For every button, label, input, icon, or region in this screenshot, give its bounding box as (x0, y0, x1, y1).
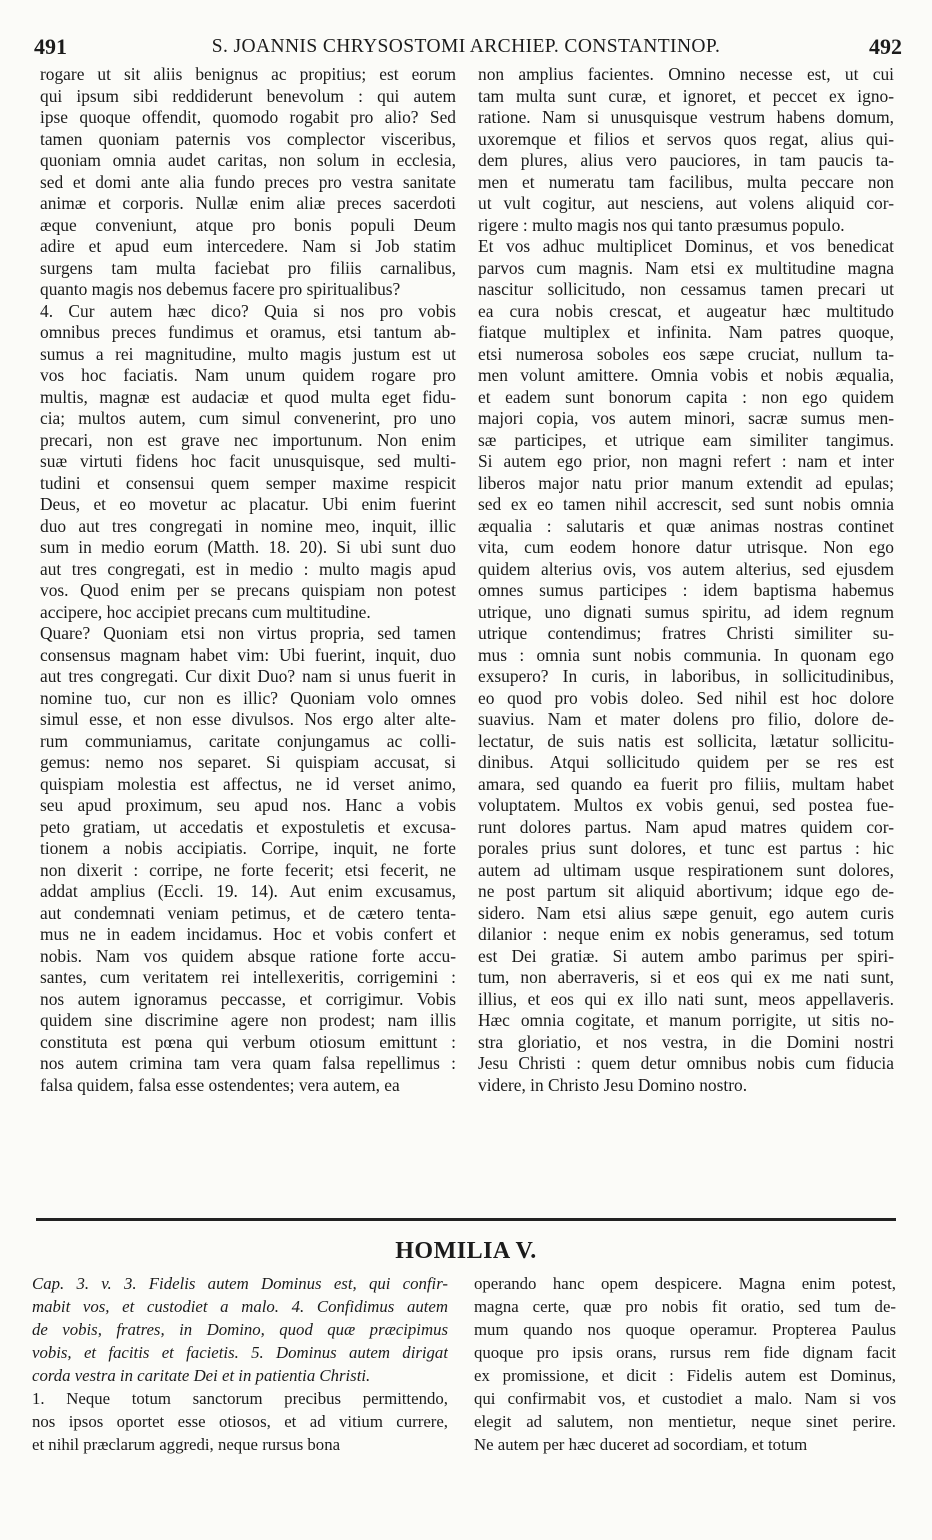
text-line: qui ipsum sibi reddiderunt benevolum : qui autem (40, 85, 456, 106)
text-line: sumus a rei magnitudine, multo magis justum est ut (40, 343, 456, 364)
section-divider (36, 1218, 896, 1221)
text-line: dilanior : neque enim ex nobis generamus, sed totum (478, 924, 894, 944)
text-line: omnibus preces fundimus et oramus, etsi tantum ab- (40, 322, 456, 342)
text-column-left (40, 64, 456, 1096)
text-line: adire et apud eum intercedere. Nam si Job statim (40, 236, 456, 256)
text-line: nos autem crimina tam vera quam falsa repellimus : (40, 1053, 456, 1073)
text-line: peto gratiam, ut accedatis et expostuletis et excusa- (40, 816, 456, 837)
text-line: Deus, et eo movetur ac placatur. Ubi enim fuerint (40, 494, 456, 514)
text-line: et eadem sunt bonorum capita : non ego quidem (478, 386, 894, 407)
homily-column-right (474, 1272, 896, 1456)
text-line: seu apud proximum, seu apud nos. Hanc a vobis (40, 795, 456, 815)
text-line: porales prius sunt dolores, et tunc est partus : hic (478, 838, 894, 858)
text-line: operando hanc opem despicere. Magna enim potest, (474, 1274, 896, 1293)
text-line: ex promissione, et dicit : Fidelis autem est Dominus, (474, 1366, 896, 1385)
text-line: quidem alterius ovis, vos autem alterius, sed ejusdem (478, 558, 894, 579)
text-line: tionem a nobis accipiatis. Corripe, inquit, ne forte (40, 838, 456, 858)
text-line: vita, cum eodem honore datur utrisque. Non ego (478, 537, 894, 557)
text-line: multis, magnæ est audaciæ et quod multa eget fidu- (40, 386, 456, 407)
text-line: utrique, uno dignati sumus spiritu, ad idem regnum (478, 601, 894, 622)
text-line: fiatque multiplex et infinita. Nam patres quoque, (478, 322, 894, 342)
text-line: sum in medio eorum (Matth. 18. 20). Si ubi sunt duo (40, 537, 456, 557)
text-line: lectatur, de suis natis est sollicita, lætatur sollicitu- (478, 730, 894, 751)
text-line: vos hoc faciatis. Nam unum quidem rogare pro (40, 365, 456, 385)
text-line: eo quod pro vobis doleo. Sed nihil est hoc dolore (478, 687, 894, 708)
text-line: videre, in Christo Jesu Domino nostro. (478, 1074, 748, 1095)
text-line: uxoremque et filios et servos quos regat, alius qui- (478, 128, 894, 149)
text-line: men et numeratu tam facilibus, multa peccare non (478, 171, 894, 192)
text-line: non amplius facientes. Omnino necesse est, ut cui (478, 64, 894, 84)
text-line: omnes sumus participes : idem baptisma habemus (478, 580, 894, 600)
text-line: sed et domi ante alia fundo preces pro vestra sanitate (40, 171, 456, 192)
text-line: Et vos adhuc multiplicet Dominus, et vos benedicat (478, 236, 894, 256)
text-line: amara, sed quando ea fuerit pro filiis, multam habet (478, 773, 894, 794)
text-line: constituta est pœna qui verbum otiosum emittunt : (40, 1031, 456, 1052)
text-line: exsupero? In curis, in laboribus, in sollicitudinibus, (478, 666, 894, 686)
text-line: surgens tam multa faciebat pro filiis carnalibus, (40, 257, 456, 278)
text-line: illius, et eos qui ex illo nati sunt, meos appellaveris. (478, 988, 894, 1009)
text-line: 4. Cur autem hæc dico? Quia si nos pro vobis (40, 300, 456, 321)
text-line: quanto magis nos debemus facere pro spiritualibus? (40, 279, 401, 299)
text-line: duo aut tres congregati in nomine meo, inquit, illic (40, 515, 456, 536)
text-line: est Dei gratiæ. Si autem ambo parimus per spiri- (478, 945, 894, 966)
text-line: et nihil præclarum aggredi, neque rursus bona (32, 1435, 341, 1454)
text-line: mus ne in eadem incidamus. Hoc et vobis confert et (40, 924, 456, 944)
homily-title: HOMILIA V. (395, 1238, 537, 1264)
text-line: majori copia, vos autem minori, sacræ sumus men- (478, 408, 894, 428)
text-line: æque conveniunt, atque pro bonis populi Deum (40, 214, 456, 235)
text-line: elegit ad salutem, non mentietur, neque sinet perire. (474, 1412, 896, 1431)
text-line: accipere, hoc accipiet precans cum multitudine. (40, 601, 371, 622)
text-line: Jesu Christi : quem detur omnibus nobis cum fiducia (478, 1053, 894, 1073)
text-line: gemus: nemo nos separet. Si quispiam accusat, si (40, 752, 456, 772)
text-column-right (478, 64, 894, 1096)
text-line: utrique contendimus; fratres Christi similiter su- (478, 623, 894, 643)
text-line: de vobis, fratres, in Domino, quod quæ præcipimus (32, 1320, 448, 1339)
text-line: parvos cum magnis. Nam etsi ex multitudine magna (478, 257, 894, 278)
text-line: suæ virtuti fidens hoc facit unusquisque, sed multi- (40, 451, 456, 471)
text-line: runt dolores partus. Nam apud matres quidem cor- (478, 816, 894, 837)
text-line: etsi numerosa soboles eos sæpe cruciat, nullum ta- (478, 343, 894, 364)
text-line: voluptatem. Multos ex vobis genui, sed postea fue- (478, 795, 894, 815)
text-line: Quare? Quoniam etsi non virtus propria, sed tamen (40, 623, 456, 643)
text-line: ut vult cogitur, aut nesciens, aut volens aliquid cor- (478, 193, 894, 213)
text-line: ea cura nobis crescat, et augeatur hæc multitudo (478, 300, 894, 321)
page-number-left: 491 (34, 34, 67, 59)
text-line: nascitur sollicitudo, non cessamus tamen precari ut (478, 279, 894, 299)
text-line: suavius. Nam et mater dolens pro filio, dolore de- (478, 709, 894, 729)
text-line: corda vestra in caritate Dei et in patientia Christi. (32, 1366, 371, 1385)
text-line: vos. Quod enim per se precans quispiam non potest (40, 580, 456, 600)
text-line: Ne autem per hæc duceret ad socordiam, et totum (474, 1435, 808, 1454)
text-line: mum quando nos quoque operamur. Propterea Paulus (474, 1320, 896, 1339)
text-line: quoniam omnia audet caritas, non solum in ecclesia, (40, 150, 456, 170)
text-line: quispiam molestia est affectus, ne id verset animo, (40, 773, 456, 794)
text-line: non dixerit : corripe, ne forte fecerit; etsi fecerit, ne (40, 859, 456, 880)
text-line: ipse quoque offendit, quomodo rogabit pro alio? Sed (40, 107, 456, 127)
text-line: tam multa sunt curæ, et ignoret, et peccet ex igno- (478, 85, 894, 106)
text-line: mus : omnia sunt nobis communia. In quonam ego (478, 644, 894, 665)
text-line: men volunt amittere. Omnia vobis et nobis æqualia, (478, 365, 894, 385)
text-line: rogare ut sit aliis benignus ac propitius; est eorum (40, 64, 456, 84)
text-line: tamen quoniam paternis vos complector visceribus, (40, 128, 456, 149)
text-line: æqualia : salutaris et quæ animas nostras continet (478, 515, 894, 536)
text-line: liberos major natu prior manum extendit ad epulas; (478, 472, 894, 493)
text-line: quidem sine discrimine agere non prodest; nam illis (40, 1010, 456, 1030)
text-line: addat amplius (Eccli. 19. 14). Aut enim excusamus, (40, 881, 456, 901)
text-line: falsa quidem, falsa esse ostendentes; vera autem, ea (40, 1074, 400, 1095)
text-line: Hæc omnia cogitate, et manum porrigite, ut sitis no- (478, 1010, 894, 1030)
text-line: consensus magnam habet vim: Ubi fuerint, inquit, duo (40, 644, 456, 665)
text-line: vobis, et facitis et facietis. 5. Dominus autem dirigat (32, 1343, 448, 1362)
text-line: nos autem ignoramus peccasse, et corrigimur. Vobis (40, 988, 456, 1009)
text-line: dem plures, alius vero pauciores, in tam paucis ta- (478, 150, 894, 170)
text-line: qui confirmabit vos, et custodiet a malo. Nam si vos (474, 1389, 896, 1408)
text-line: dinibus. Atqui sollicitudo quidem per se res est (478, 752, 894, 772)
page-number-right: 492 (869, 34, 902, 59)
text-line: rigere : multo magis nos qui tanto præsumus populo. (478, 214, 845, 235)
text-line: rum communiamus, caritate conjungamus ac colli- (40, 730, 456, 751)
text-line: animæ et corporis. Nullæ enim aliæ preces sacerdoti (40, 193, 456, 213)
text-line: sæ participes, et utrique eam similiter tangimus. (478, 429, 894, 450)
text-line: aut tres congregati. Cur dixit Duo? nam si unus fuerit in (40, 666, 456, 686)
text-line: magna certe, quæ pro nobis fit oratio, sed tum de- (474, 1297, 896, 1316)
text-line: nos ipsos oportet esse otiosos, et ad vitium currere, (32, 1412, 448, 1431)
text-line: mabit vos, et custodiet a malo. 4. Confidimus autem (32, 1297, 448, 1316)
text-line: ratione. Nam si unusquisque vestrum habens domum, (478, 107, 894, 127)
text-line: nobis. Nam vos quidem absque ratione forte accu- (40, 945, 456, 966)
text-line: tum, non aberraveris, si et eos qui ex me nati sunt, (478, 967, 894, 987)
text-line: quoque pro ipsis orans, rursus rem fide dignam facit (474, 1343, 896, 1362)
text-line: simul esse, et non esse divulsos. Nos ergo alter alte- (40, 709, 456, 729)
text-line: cia; multos autem, cum simul convenerint, pro uno (40, 408, 456, 428)
text-line: aut condemnati veniam petimus, et de cætero tenta- (40, 902, 456, 923)
text-line: sidero. Nam etsi alius sæpe genuit, ego autem curis (478, 902, 894, 923)
homily-column-left (32, 1272, 448, 1456)
text-line: stra gloriatio, et nos vestra, in die Domini nostri (478, 1031, 894, 1052)
text-line: sed ex eo tamen nihil accrescit, sed sunt nobis omnia (478, 494, 894, 514)
running-title: S. JOANNIS CHRYSOSTOMI ARCHIEP. CONSTANTINOP. (211, 36, 721, 57)
text-line: tudini et consensui quem semper maxime respicit (40, 472, 456, 493)
text-line: aut tres congregati, est in medio : multo magis apud (40, 558, 456, 579)
running-header (30, 34, 902, 60)
text-line: Si autem ego prior, non magni refert : nam et inter (478, 451, 894, 471)
text-line: precari, non est grave nec importunum. Non enim (40, 429, 456, 450)
text-line: santes, cum veritatem rei intellexeritis, corrigemini : (40, 967, 456, 987)
text-line: ne post partum sit aliquid abortivum; idque ego de- (478, 881, 894, 901)
text-line: Cap. 3. v. 3. Fidelis autem Dominus est, qui confir- (32, 1274, 448, 1293)
text-line: autem ad ultimam usque respirationem sunt dolores, (478, 859, 894, 880)
text-line: nomine tuo, cur non es illic? Quoniam volo omnes (40, 687, 456, 708)
text-line: 1. Neque totum sanctorum precibus permittendo, (32, 1389, 448, 1408)
